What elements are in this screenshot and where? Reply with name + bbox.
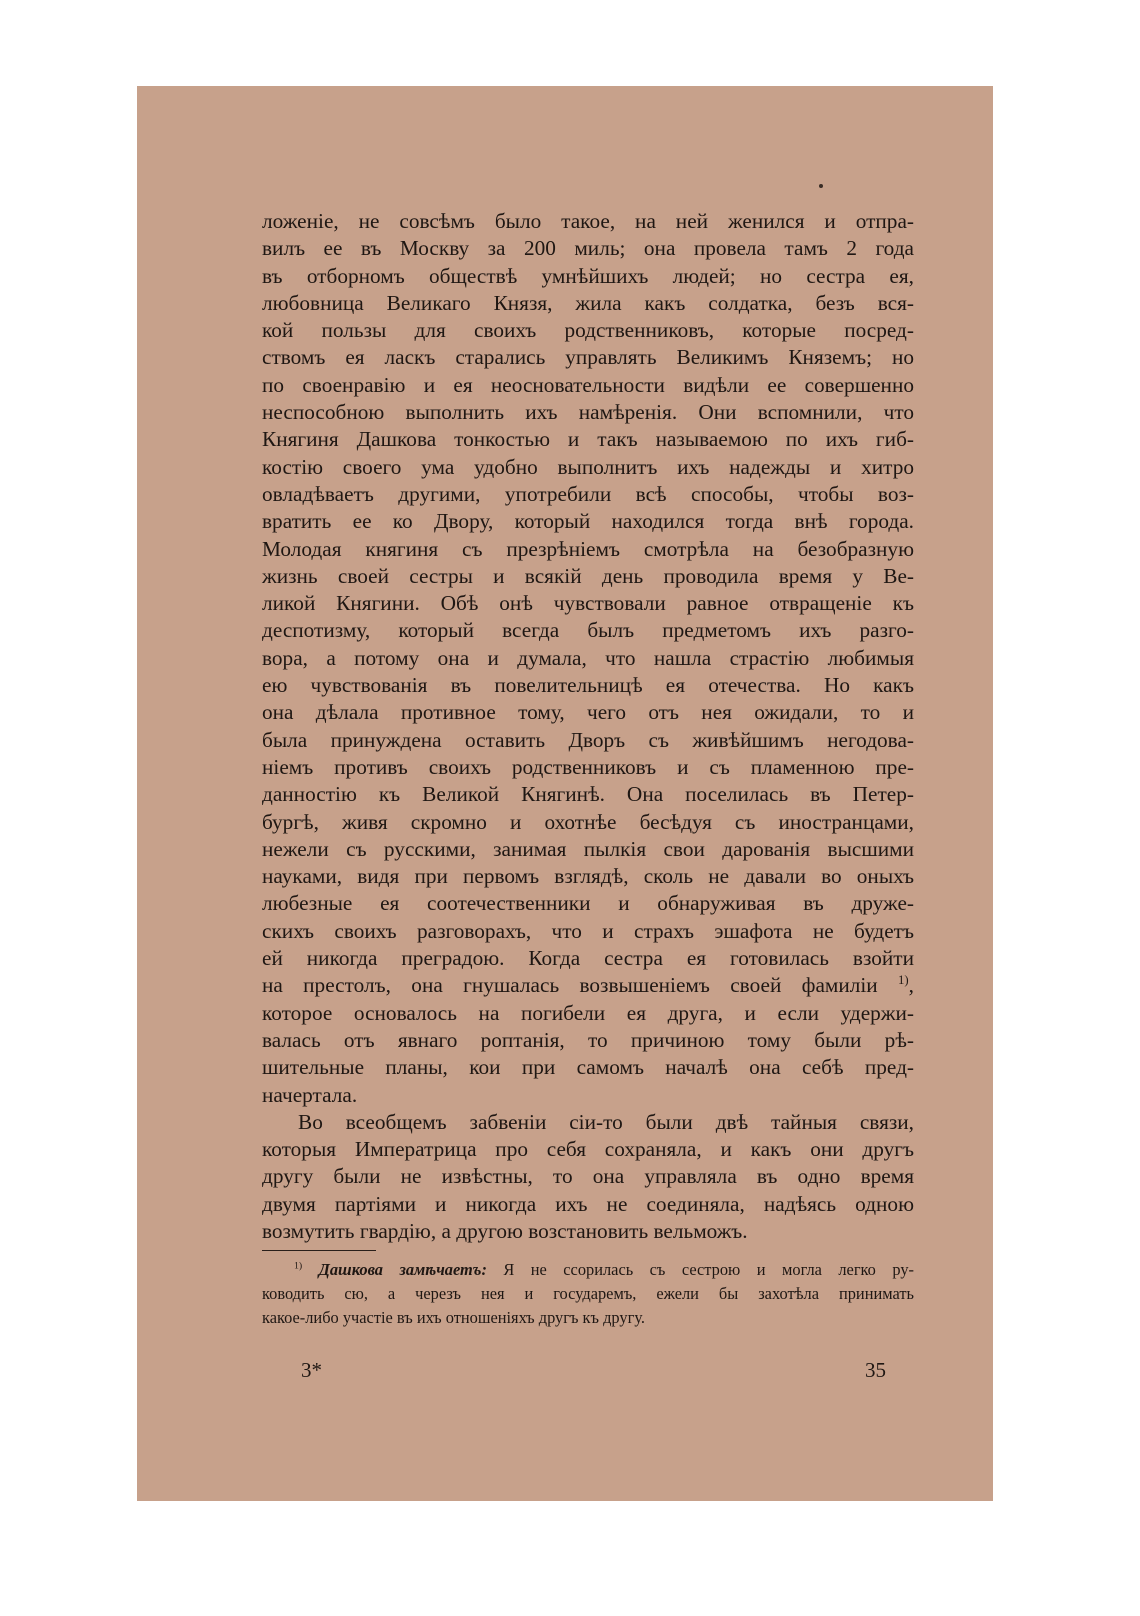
text-line: науками, видя при первомъ взглядѣ, сколь не давали во оныхъ [262, 864, 914, 889]
footnote [262, 1258, 914, 1330]
ink-speck [819, 184, 823, 188]
footnote-line [262, 1258, 914, 1282]
signature-mark: 3* [301, 1358, 322, 1382]
text-line: начертала. [262, 1082, 358, 1107]
text-line: была принуждена оставить Дворъ съ живѣйшимъ негодова- [262, 727, 914, 752]
footnote-text: Я не ссорилась съ сестрою и могла легко ру- [503, 1260, 914, 1279]
text-fragment: на престолъ, она гнушалась возвышеніемъ своей фамиліи [262, 973, 878, 998]
text-line-with-footnote [262, 972, 914, 999]
footnote-line: ководить сю, а черезъ нея и государемъ, ежели бы захотѣла принимать [262, 1284, 914, 1303]
text-line: которое основалось на погибели ея друга, и если удержи- [262, 1000, 914, 1025]
text-line: вилъ ее въ Москву за 200 миль; она провела тамъ 2 года [262, 236, 914, 261]
footnote-emphasis: Дашкова замѣчаетъ: [318, 1260, 487, 1279]
text-line: любовница Великаго Князя, жила какъ солдатка, безъ вся- [262, 290, 914, 315]
text-line: возмутить гвардію, а другою возстановить вельможъ. [262, 1218, 748, 1243]
text-line: ложеніе, не совсѣмъ было такое, на ней женился и отпра- [262, 209, 914, 233]
text-line: скихъ своихъ разговорахъ, что и страхъ эшафота не будетъ [262, 918, 914, 943]
text-line: нежели съ русскими, занимая пылкія свои дарованія высшими [262, 836, 914, 861]
text-line: костію своего ума удобно выполнитъ ихъ надежды и хитро [262, 454, 914, 479]
text-line: любезные ея соотечественники и обнаруживая въ друже- [262, 891, 914, 916]
text-line: бургѣ, живя скромно и охотнѣе бесѣдуя съ иностранцами, [262, 809, 914, 834]
text-line: шительные планы, кои при самомъ началѣ она себѣ пред- [262, 1055, 914, 1080]
text-line: ствомъ ея ласкъ старались управлять Великимъ Княземъ; но [262, 345, 914, 370]
text-line: данностію къ Великой Княгинѣ. Она поселилась въ Петер- [262, 782, 914, 807]
text-line: Княгиня Дашкова тонкостью и такъ называемою по ихъ гиб- [262, 427, 914, 452]
text-line: валась отъ явнаго роптанія, то причиною тому были рѣ- [262, 1027, 914, 1052]
text-line: вора, а потому она и думала, что нашла страстію любимыя [262, 645, 914, 670]
text-line: въ отборномъ обществѣ умнѣйшихъ людей; но сестра ея, [262, 263, 914, 288]
page-number: 35 [865, 1358, 886, 1382]
text-line: которыя Императрица про себя сохраняла, и какъ они другъ [262, 1137, 914, 1162]
text-line: деспотизму, который всегда былъ предметомъ ихъ разго- [262, 618, 914, 643]
text-line: ликой Княгини. Обѣ онѣ чувствовали равное отвращеніе къ [262, 591, 914, 616]
text-line: овладѣваетъ другими, употребили всѣ способы, чтобы воз- [262, 481, 914, 506]
text-line: она дѣлала противное тому, чего отъ нея ожидали, то и [262, 700, 914, 725]
footnote-line: какое-либо участіе въ ихъ отношеніяхъ другъ къ другу. [262, 1308, 645, 1327]
text-line: вратить ее ко Двору, который находился тогда внѣ города. [262, 509, 914, 534]
text-fragment: , [908, 973, 914, 998]
main-text [262, 208, 914, 1245]
footnote-marker: 1) [294, 1260, 303, 1272]
text-line: ею чувствованія въ повелительницѣ ея отечества. Но какъ [262, 673, 914, 698]
text-line: ей никогда преградою. Когда сестра ея готовилась взойти [262, 946, 914, 971]
paragraph-start-line: Во всеобщемъ забвеніи сіи-то были двѣ тайныя связи, [298, 1109, 914, 1134]
text-line: неспособною выполнить ихъ намѣренія. Они вспомнили, что [262, 400, 914, 425]
text-line: по своенравію и ея неосновательности видѣли ее совершенно [262, 372, 914, 397]
book-page [137, 86, 993, 1501]
text-line: двумя партіями и никогда ихъ не соединяла, надѣясь одною [262, 1191, 914, 1216]
text-line: жизнь своей сестры и всякій день проводила время у Ве- [262, 563, 914, 588]
text-line: ніемъ противъ своихъ родственниковъ и съ пламенною пре- [262, 754, 914, 779]
footnote-ref[interactable]: 1) [898, 973, 909, 988]
footnote-divider [262, 1250, 376, 1251]
text-line: другу были не извѣстны, то она управляла въ одно время [262, 1164, 914, 1189]
text-line: Молодая княгиня съ презрѣніемъ смотрѣла на безобразную [262, 536, 914, 561]
text-line: кой пользы для своихъ родственниковъ, которые посред- [262, 318, 914, 343]
